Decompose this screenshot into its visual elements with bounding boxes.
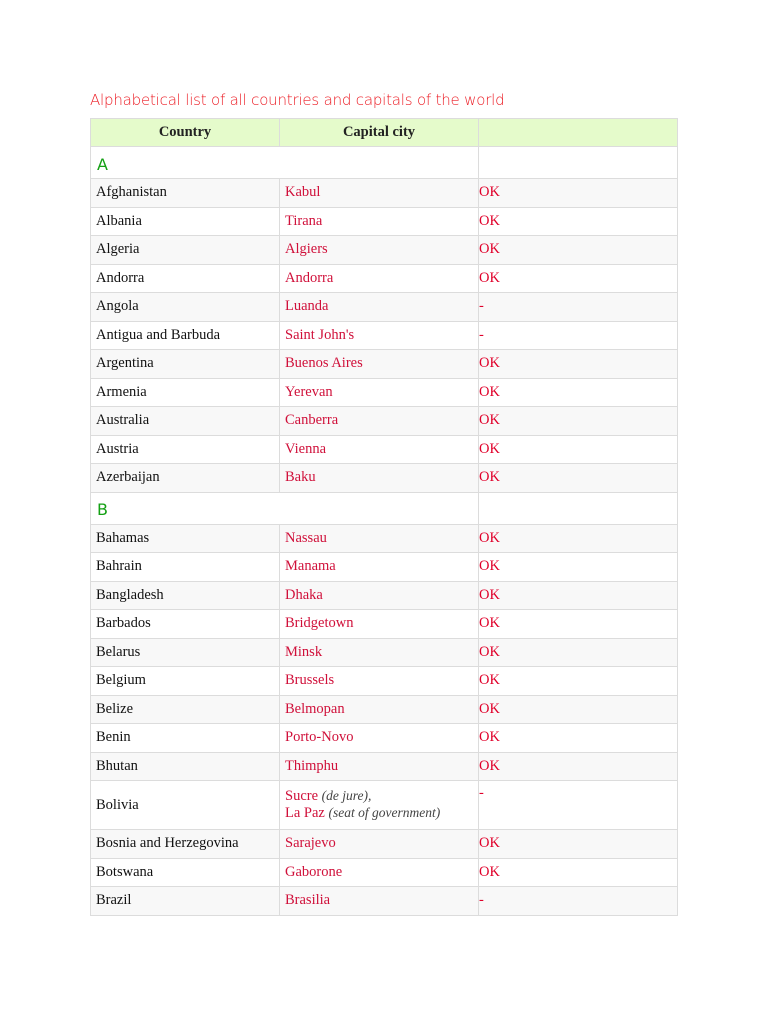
status-cell: -	[479, 781, 678, 830]
country-cell: Benin	[91, 724, 280, 753]
countries-table	[90, 118, 678, 916]
table-row	[91, 264, 678, 293]
status-cell: OK	[479, 724, 678, 753]
status-cell: OK	[479, 378, 678, 407]
status-cell: OK	[479, 695, 678, 724]
header-country: Country	[91, 119, 280, 147]
status-cell: OK	[479, 553, 678, 582]
capital-cell: Kabul	[280, 179, 479, 208]
capital-cell: Dhaka	[280, 581, 479, 610]
country-cell: Barbados	[91, 610, 280, 639]
table-row	[91, 610, 678, 639]
table-row	[91, 553, 678, 582]
capital-cell: Buenos Aires	[280, 350, 479, 379]
country-cell: Austria	[91, 435, 280, 464]
country-cell: Bolivia	[91, 781, 280, 830]
table-row	[91, 464, 678, 493]
table-row	[91, 321, 678, 350]
table-row	[91, 887, 678, 916]
table-row	[91, 752, 678, 781]
capital-name: La Paz	[285, 805, 325, 821]
capital-cell: Vienna	[280, 435, 479, 464]
capital-cell: Minsk	[280, 638, 479, 667]
status-cell: OK	[479, 350, 678, 379]
capital-cell: Thimphu	[280, 752, 479, 781]
capital-cell: Canberra	[280, 407, 479, 436]
table-row	[91, 830, 678, 859]
page-title: Alphabetical list of all countries and capitals of the world	[90, 91, 505, 109]
capital-cell: Tirana	[280, 207, 479, 236]
status-cell: -	[479, 887, 678, 916]
country-cell: Bahamas	[91, 524, 280, 553]
capital-cell: Nassau	[280, 524, 479, 553]
country-cell: Afghanistan	[91, 179, 280, 208]
letter-row	[91, 492, 678, 524]
capital-cell: Algiers	[280, 236, 479, 265]
status-cell: -	[479, 293, 678, 322]
table-row	[91, 378, 678, 407]
country-cell: Australia	[91, 407, 280, 436]
table-row	[91, 435, 678, 464]
letter-empty-cell	[479, 492, 678, 524]
status-cell: OK	[479, 581, 678, 610]
table-row	[91, 581, 678, 610]
country-cell: Brazil	[91, 887, 280, 916]
capital-cell: Luanda	[280, 293, 479, 322]
country-cell: Bosnia and Herzegovina	[91, 830, 280, 859]
country-cell: Albania	[91, 207, 280, 236]
status-cell: OK	[479, 435, 678, 464]
country-cell: Azerbaijan	[91, 464, 280, 493]
capital-cell: Porto-Novo	[280, 724, 479, 753]
country-cell: Angola	[91, 293, 280, 322]
table-row	[91, 638, 678, 667]
status-cell: OK	[479, 752, 678, 781]
capital-cell: Manama	[280, 553, 479, 582]
status-cell: OK	[479, 207, 678, 236]
table-row	[91, 667, 678, 696]
capital-cell: Brussels	[280, 667, 479, 696]
letter-empty-cell	[479, 147, 678, 179]
table-row	[91, 179, 678, 208]
capital-note: (seat of government)	[328, 805, 441, 820]
country-cell: Bahrain	[91, 553, 280, 582]
letter-heading: B	[91, 492, 479, 524]
country-cell: Belarus	[91, 638, 280, 667]
country-cell: Belize	[91, 695, 280, 724]
capital-cell: Brasilia	[280, 887, 479, 916]
letter-heading: A	[91, 147, 479, 179]
status-cell: OK	[479, 830, 678, 859]
capital-cell: Yerevan	[280, 378, 479, 407]
table-row	[91, 350, 678, 379]
status-cell: OK	[479, 264, 678, 293]
country-cell: Bhutan	[91, 752, 280, 781]
header-status	[479, 119, 678, 147]
capital-cell: Baku	[280, 464, 479, 493]
header-row	[91, 119, 678, 147]
table-row	[91, 781, 678, 830]
country-cell: Andorra	[91, 264, 280, 293]
table-row	[91, 407, 678, 436]
table-row	[91, 695, 678, 724]
capital-note: (de jure),	[321, 788, 372, 803]
capital-cell: Andorra	[280, 264, 479, 293]
country-cell: Belgium	[91, 667, 280, 696]
table-row	[91, 858, 678, 887]
status-cell: OK	[479, 407, 678, 436]
table-row	[91, 207, 678, 236]
capital-cell	[280, 781, 479, 830]
table-row	[91, 293, 678, 322]
country-cell: Botswana	[91, 858, 280, 887]
capital-cell: Sarajevo	[280, 830, 479, 859]
country-cell: Antigua and Barbuda	[91, 321, 280, 350]
status-cell: OK	[479, 179, 678, 208]
header-capital: Capital city	[280, 119, 479, 147]
capital-cell: Belmopan	[280, 695, 479, 724]
status-cell: OK	[479, 858, 678, 887]
country-cell: Algeria	[91, 236, 280, 265]
status-cell: OK	[479, 464, 678, 493]
status-cell: -	[479, 321, 678, 350]
table-row	[91, 236, 678, 265]
status-cell: OK	[479, 638, 678, 667]
country-cell: Argentina	[91, 350, 280, 379]
country-cell: Bangladesh	[91, 581, 280, 610]
country-cell: Armenia	[91, 378, 280, 407]
status-cell: OK	[479, 524, 678, 553]
capital-cell: Saint John's	[280, 321, 479, 350]
status-cell: OK	[479, 667, 678, 696]
letter-row	[91, 147, 678, 179]
capital-cell: Bridgetown	[280, 610, 479, 639]
status-cell: OK	[479, 236, 678, 265]
status-cell: OK	[479, 610, 678, 639]
capital-name: Sucre	[285, 788, 319, 804]
table-row	[91, 524, 678, 553]
table-row	[91, 724, 678, 753]
capital-cell: Gaborone	[280, 858, 479, 887]
